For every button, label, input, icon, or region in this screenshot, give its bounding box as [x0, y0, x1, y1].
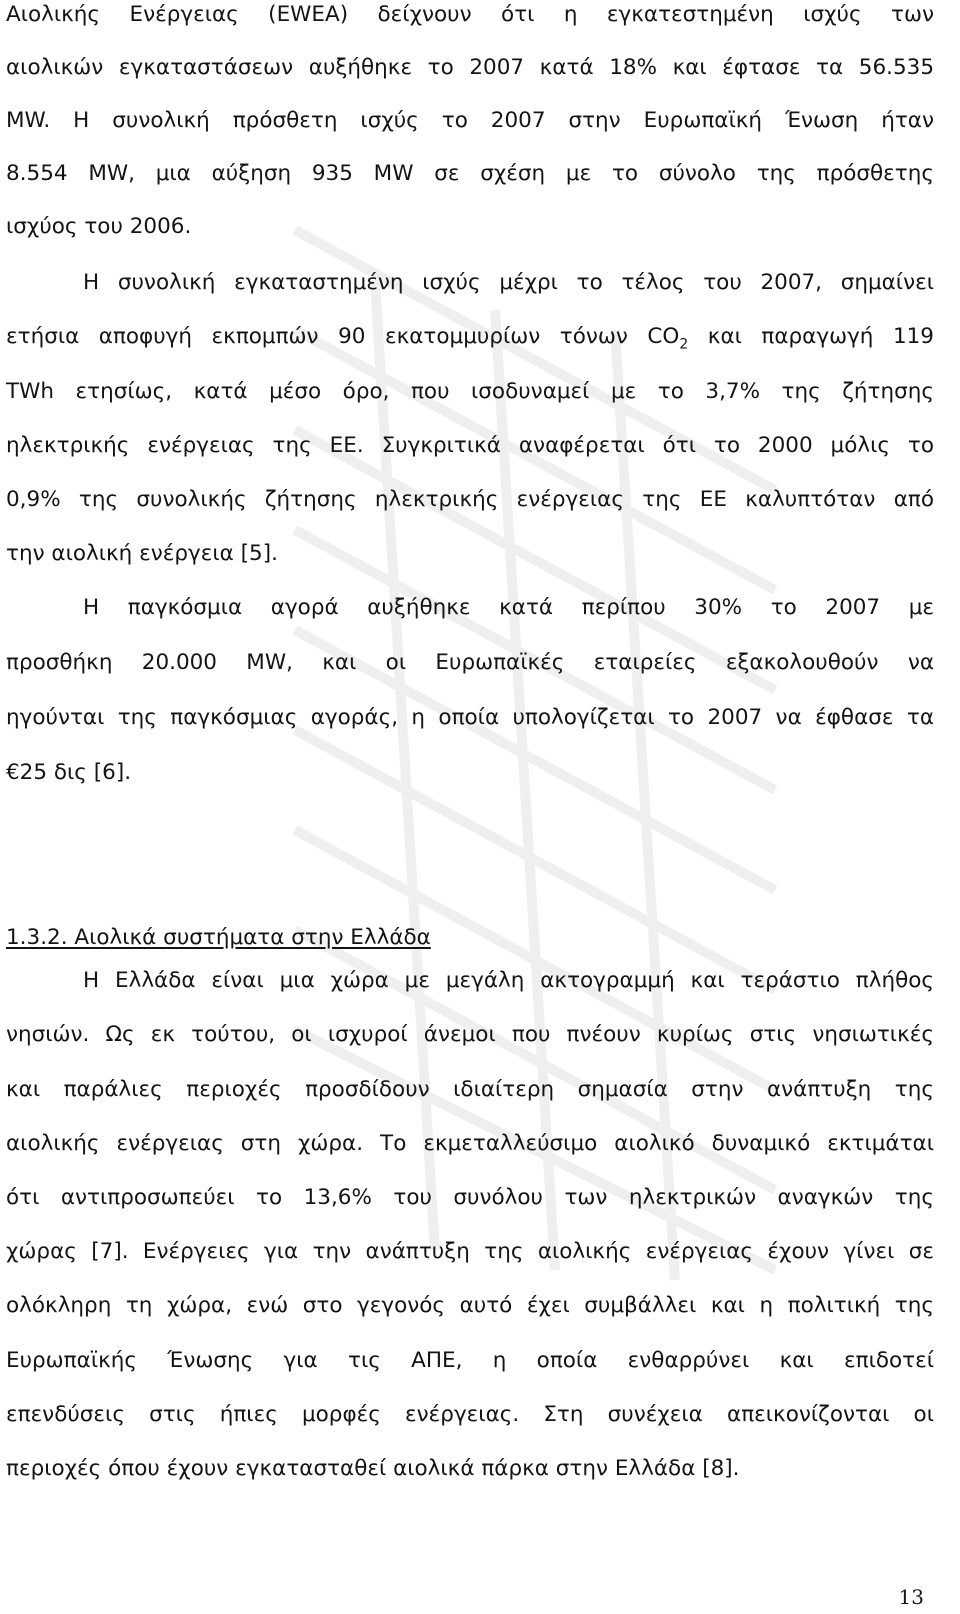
- text-line: αιολικών εγκαταστάσεων αυξήθηκε το 2007 κατά 18% και έφτασε τα 56.535: [6, 55, 934, 80]
- text-line: Ευρωπαϊκής Ένωσης για τις ΑΠΕ, η οποία ενθαρρύνει και επιδοτεί: [6, 1348, 934, 1373]
- text-line: MW. Η συνολική πρόσθετη ισχύς το 2007 στην Ευρωπαϊκή Ένωση ήταν: [6, 108, 934, 133]
- text-line: Η Ελλάδα είναι μια χώρα με μεγάλη ακτογραμμή και τεράστιο πλήθος: [83, 968, 934, 993]
- text-line: αιολικής ενέργειας στη χώρα. Το εκμεταλλεύσιμο αιολικό δυναμικό εκτιμάται: [6, 1131, 934, 1156]
- page-number: 13: [898, 1585, 924, 1609]
- text-line: €25 δις [6].: [6, 760, 132, 785]
- text-line: ότι αντιπροσωπεύει το 13,6% του συνόλου των ηλεκτρικών αναγκών της: [6, 1185, 934, 1210]
- text-line: την αιολική ενέργεια [5].: [6, 541, 278, 566]
- section-title: 1.3.2. Αιολικά συστήματα στην Ελλάδα: [6, 925, 431, 950]
- text-line: ισχύος του 2006.: [6, 214, 192, 239]
- text-line: Η συνολική εγκαταστημένη ισχύς μέχρι το τέλος του 2007, σημαίνει: [83, 270, 934, 295]
- text-line: χώρας [7]. Ενέργειες για την ανάπτυξη της αιολικής ενέργειας έχουν γίνει σε: [6, 1239, 934, 1264]
- text-line: Η παγκόσμια αγορά αυξήθηκε κατά περίπου 30% το 2007 με: [83, 595, 934, 620]
- text-line: νησιών. Ως εκ τούτου, οι ισχυροί άνεμοι που πνέουν κυρίως στις νησιωτικές: [6, 1022, 934, 1047]
- text-line: επενδύσεις στις ήπιες μορφές ενέργειας. Στη συνέχεια απεικονίζονται οι: [6, 1402, 934, 1427]
- text-line: 8.554 MW, μια αύξηση 935 MW σε σχέση με το σύνολο της πρόσθετης: [6, 161, 934, 186]
- section-heading: [6, 923, 934, 953]
- text-segment: ετήσια αποφυγή εκπομπών 90 εκατομμυρίων τόνων CO: [6, 324, 680, 349]
- text-segment: και παραγωγή 119: [688, 324, 934, 349]
- text-line: ηγούνται της παγκόσμιας αγοράς, η οποία υπολογίζεται το 2007 να έφθασε τα: [6, 705, 934, 730]
- co2-subscript: 2: [679, 336, 689, 353]
- text-line: TWh ετησίως, κατά μέσο όρο, που ισοδυναμεί με το 3,7% της ζήτησης: [6, 379, 934, 404]
- text-line: προσθήκη 20.000 MW, και οι Ευρωπαϊκές εταιρείες εξακολουθούν να: [6, 650, 934, 675]
- text-line: ηλεκτρικής ενέργειας της ΕΕ. Συγκριτικά αναφέρεται ότι το 2000 μόλις το: [6, 433, 934, 458]
- text-line: περιοχές όπου έχουν εγκατασταθεί αιολικά πάρκα στην Ελλάδα [8].: [6, 1456, 740, 1481]
- text-line: και παράλιες περιοχές προσδίδουν ιδιαίτερη σημασία στην ανάπτυξη της: [6, 1077, 934, 1102]
- text-line: 0,9% της συνολικής ζήτησης ηλεκτρικής ενέργειας της ΕΕ καλυπτόταν από: [6, 487, 934, 512]
- text-line: ολόκληρη τη χώρα, ενώ στο γεγονός αυτό έχει συμβάλλει και η πολιτική της: [6, 1293, 934, 1318]
- text-line-co2: [6, 322, 934, 352]
- text-line: Αιολικής Ενέργειας (EWEA) δείχνουν ότι η εγκατεστημένη ισχύς των: [6, 2, 934, 27]
